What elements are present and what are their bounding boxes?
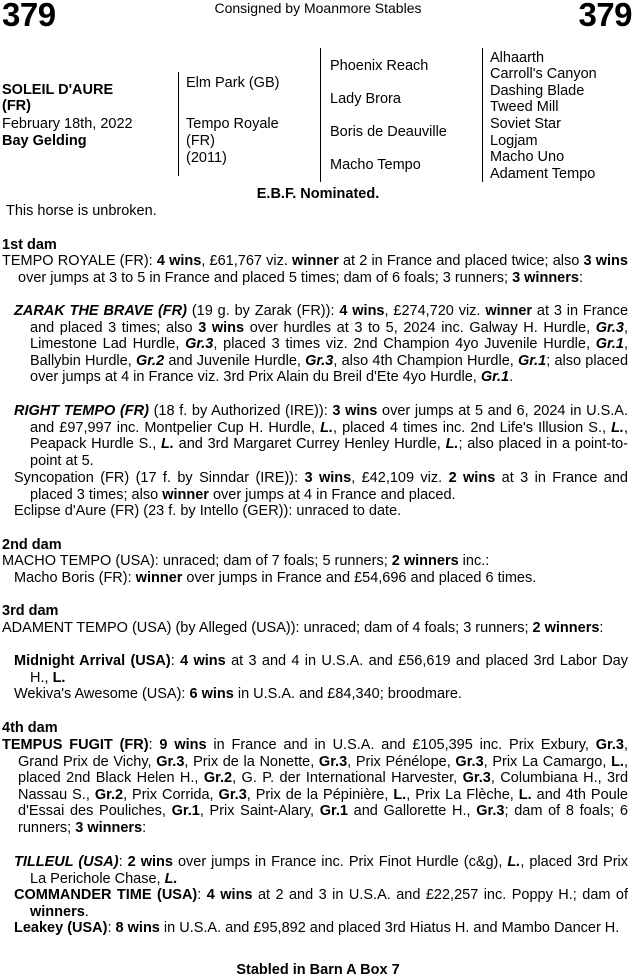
pedigree-grand-1: Phoenix Reach [330, 58, 429, 74]
progeny-eclipse-daure: Eclipse d'Aure (FR) (23 f. by Intello (GER)): unraced to date. [14, 503, 402, 519]
pedigree-dam-year: (2011) [186, 150, 227, 166]
stabling-info: Stabled in Barn A Box 7 [236, 962, 400, 978]
progeny-syncopation: Syncopation (FR) (17 f. by Sinndar (IRE)): 3 wins, £42,109 viz. 2 wins at 3 in France and placed 3 times; also winner over jumps at 4 in France and placed. [14, 470, 628, 503]
progeny-wekivas-awesome: Wekiva's Awesome (USA): 6 wins in U.S.A. and £84,340; broodmare. [14, 686, 462, 702]
pedigree-grand-4: Macho Tempo [330, 157, 421, 173]
pedigree-grand-2: Lady Brora [330, 91, 401, 107]
progeny-zarak-the-brave: ZARAK THE BRAVE (FR) (19 g. by Zarak (FR)): 4 wins, £274,720 viz. winner at 3 in France and placed 3 times; also 3 wins over hurdles at 3 to 5, 2024 inc. Galway H. Hurdle, Gr.3, Limestone Lad Hurdle, Gr.3, placed 3 times viz. 2nd Champion 4yo Juvenile Hurdle, Gr.1, Ballybin Hurdle, Gr.2 and Juvenile Hurdle, Gr.3, also 4th Champion Hurdle, Gr.1; also placed over jumps at 4 in France viz. 3rd Prix Alain du Breil d'Ete 4yo Hurdle, Gr.1. [14, 303, 629, 385]
first-dam-paragraph: TEMPO ROYALE (FR): 4 wins, £61,767 viz. winner at 2 in France and placed twice; also 3 wins over jumps at 3 to 5 in France and placed 5 times; dam of 6 foals; 3 runners; 3 winners: [2, 253, 628, 286]
third-dam-paragraph: ADAMENT TEMPO (USA) (by Alleged (USA)): unraced; dam of 4 foals; 3 runners; 2 winners: [2, 620, 604, 636]
progeny-midnight-arrival: Midnight Arrival (USA): 4 wins at 3 and 4 in U.S.A. and £56,619 and placed 3rd Labor Day H., L. [14, 653, 628, 686]
pedigree-grand-3: Boris de Deauville [330, 124, 447, 140]
fourth-dam-paragraph: TEMPUS FUGIT (FR): 9 wins in France and in U.S.A. and £105,395 inc. Prix Exbury, Gr.3, Grand Prix de Vichy, Gr.3, Prix de la Nonette, Gr.3, Prix Pénélope, Gr.3, Prix La Camargo, L., placed 2nd Black Helen H., Gr.2, G. P. der International Harvester, Gr.3, Columbiana H., 3rd Nassau S., Gr.2, Prix Corrida, Gr.3, Prix de la Pépinière, L., Prix La Flèche, L. and 4th Poule d'Essai des Pouliches, Gr.1, Prix Saint-Alary, Gr.1 and Gallorette H., Gr.3; dam of 8 foals; 6 runners; 3 winners: [2, 737, 629, 836]
progeny-tilleul: TILLEUL (USA): 2 wins over jumps in France inc. Prix Finot Hurdle (c&g), L., placed 3rd Prix La Perichole Chase, L. [14, 854, 628, 887]
progeny-macho-boris: Macho Boris (FR): winner over jumps in France and £54,696 and placed 6 times. [14, 570, 537, 586]
unbroken-note: This horse is unbroken. [6, 203, 157, 219]
horse-country: (FR) [2, 98, 31, 114]
fourth-dam-heading: 4th dam [2, 720, 58, 736]
horse-dob: February 18th, 2022 [2, 116, 133, 132]
first-dam-heading: 1st dam [2, 237, 57, 253]
pedigree-gg-1: Alhaarth [490, 50, 545, 66]
pedigree-dam-country: (FR) [186, 133, 215, 149]
pedigree-gg-4: Tweed Mill [490, 99, 559, 115]
progeny-commander-time: COMMANDER TIME (USA): 4 wins at 2 and 3 in U.S.A. and £22,257 inc. Poppy H.; dam of winners. [14, 887, 628, 920]
pedigree-divider-2 [320, 48, 321, 182]
pedigree-gg-6: Logjam [490, 133, 538, 149]
progeny-leakey: Leakey (USA): 8 wins in U.S.A. and £95,892 and placed 3rd Hiatus H. and Mambo Dancer H. [14, 920, 620, 936]
ebf-nomination: E.B.F. Nominated. [256, 186, 380, 202]
lot-number-left: 379 [2, 0, 56, 33]
pedigree-gg-8: Adament Tempo [490, 166, 596, 182]
pedigree-dam-name: Tempo Royale [186, 116, 279, 132]
horse-sex: Bay Gelding [2, 133, 87, 149]
second-dam-paragraph: MACHO TEMPO (USA): unraced; dam of 7 foals; 5 runners; 2 winners inc.: [2, 553, 490, 569]
second-dam-heading: 2nd dam [2, 537, 62, 553]
pedigree-gg-3: Dashing Blade [490, 83, 585, 99]
consignor: Consigned by Moanmore Stables [214, 0, 422, 16]
pedigree-gg-5: Soviet Star [490, 116, 561, 132]
lot-number-right: 379 [578, 0, 632, 33]
pedigree-gg-2: Carroll's Canyon [490, 66, 597, 82]
pedigree-gg-7: Macho Uno [490, 149, 565, 165]
horse-name: SOLEIL D'AURE [2, 82, 114, 98]
pedigree-divider-1 [178, 72, 179, 176]
pedigree-sire: Elm Park (GB) [186, 75, 280, 91]
progeny-right-tempo: RIGHT TEMPO (FR) (18 f. by Authorized (IRE)): 3 wins over jumps at 5 and 6, 2024 in U.S.A. and £97,997 inc. Montpelier Cup H. Hurdle, L., placed 4 times inc. 2nd Life's Illusion S., L., Peapack Hurdle S., L. and 3rd Margaret Currey Henley Hurdle, L.; also placed in a point-to-point at 5. [14, 403, 628, 469]
third-dam-heading: 3rd dam [2, 603, 59, 619]
pedigree-divider-3 [482, 48, 483, 182]
